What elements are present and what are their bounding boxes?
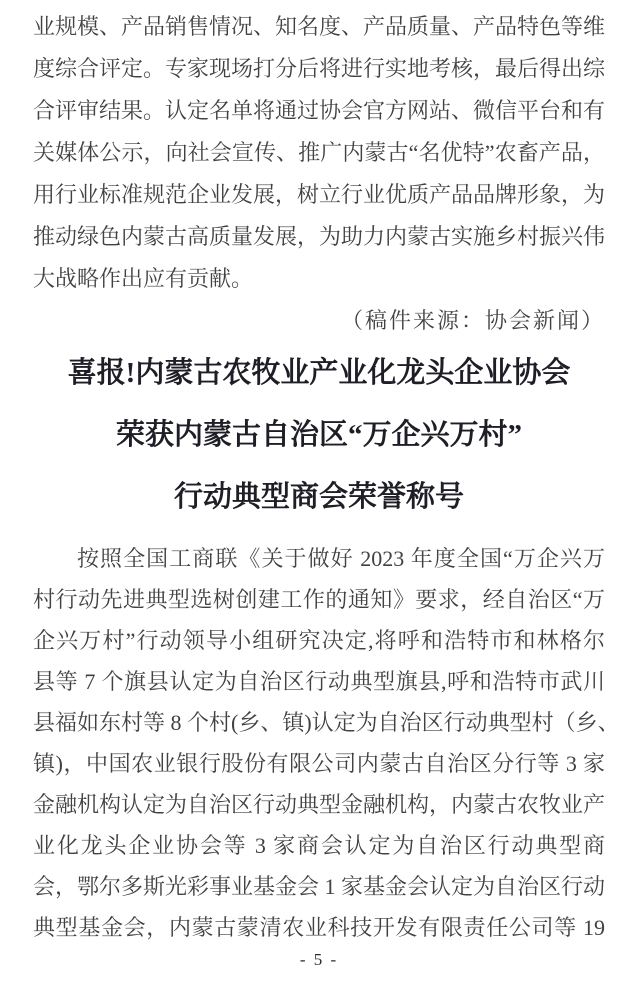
- body-line: 推动绿色内蒙古高质量发展，为助力内蒙古实施乡村振兴伟: [33, 224, 606, 249]
- body-line: 金融机构认定为自治区行动典型金融机构，内蒙古农牧业产: [33, 792, 606, 817]
- headline-line-1: 喜报!内蒙古农牧业产业化龙头企业协会: [67, 357, 571, 389]
- body-line: 业化龙头企业协会等 3 家商会认定为自治区行动典型商: [33, 833, 605, 858]
- article-body-paragraph: [33, 538, 620, 948]
- body-line: 典型基金会，内蒙古蒙清农业科技开发有限责任公司等 19: [33, 915, 605, 940]
- body-line: 关媒体公示，向社会宣传、推广内蒙古“名优特”农畜产品，: [33, 140, 605, 165]
- body-line: 业规模、产品销售情况、知名度、产品质量、产品特色等维: [33, 14, 606, 39]
- body-line: 村行动先进典型选树创建工作的通知》要求，经自治区“万: [33, 587, 605, 612]
- body-line: 用行业标准规范企业发展，树立行业优质产品品牌形象，为: [33, 182, 606, 207]
- body-line: 大战略作出应有贡献。: [33, 266, 254, 291]
- page-number: - 5 -: [299, 950, 339, 969]
- body-line: 会，鄂尔多斯光彩事业基金会 1 家基金会认定为自治区行动: [33, 874, 606, 899]
- headline-line-2: 荣获内蒙古自治区“万企兴万村”: [115, 419, 522, 451]
- body-line: 合评审结果。认定名单将通过协会官方网站、微信平台和有: [33, 98, 606, 123]
- body-line: 度综合评定。专家现场打分后将进行实地考核，最后得出综: [33, 56, 606, 81]
- body-line: 县福如东村等 8 个村(乡、镇)认定为自治区行动典型村（乡、: [33, 710, 620, 735]
- article-headline: [33, 342, 605, 528]
- source-attribution: （稿件来源：协会新闻）: [340, 308, 605, 333]
- body-line: 企兴万村”行动领导小组研究决定,将呼和浩特市和林格尔: [33, 628, 605, 653]
- paragraph-continuation: [33, 6, 605, 300]
- body-line: 按照全国工商联《关于做好 2023 年度全国“万企兴万: [77, 546, 605, 571]
- body-line: 镇)，中国农业银行股份有限公司内蒙古自治区分行等 3 家: [33, 751, 605, 776]
- page-content: [33, 6, 620, 948]
- body-line: 县等 7 个旗县认定为自治区行动典型旗县,呼和浩特市武川: [33, 669, 605, 694]
- headline-line-3: 行动典型商会荣誉称号: [173, 481, 464, 513]
